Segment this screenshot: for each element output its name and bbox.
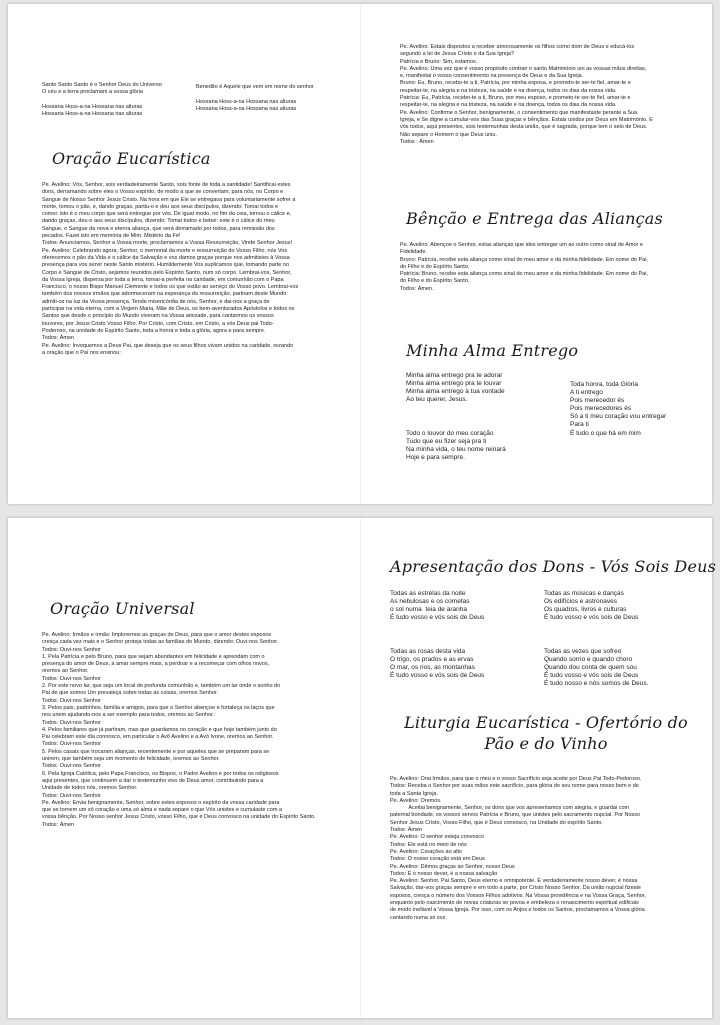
consentimento-text: Pe. Avelino: Estais dispostos a receber amorosamente os filhos como dom de Deus e educá-los segundo a lei de Jesus Cristo e da Sua Igreja? Patrícia e Bruno: Sim, estamos. Pe. Avelino: Uma vez que é vosso propósito contrair o santo Matrimónio uni as vossas mãos direitas, e, manifestai o vosso consentimento na presença de Deus e da Sua Igreja. Bruno: Eu, Bruno, recebo-te a ti, Patrícia, por minha esposa, e prometo-te ser-te fiel, amar-te e respeitar-te, na alegria e na tristeza, na saúde e na doença, todos os dias da nossa vida. Patrícia: Eu, Patrícia, recebo-te a ti, Bruno, por meu esposo, e prometo-te ser-te fiel, amar-te e respeitar-te, na alegria e na tristeza, na saúde e na doença, todos os dias da nossa vida. Pe. Avelino: Confirme o Senhor, benignamente, o consentimento que manifestaste perante a Sua Igreja, e Se digne a cumular-vos das Suas graças e bênçãos. Estais unidos por Deus em Matrimónio. E vós todos, aqui presentes, sois testemunhas desta união, que é sagrada, porque tem o selo de Deus. Não separe o Homem o que Deus uniu. Todos : Ámen (400, 44, 653, 145)
heading-apresentacao-dons: Apresentação dos Dons - Vós Sois Deus (390, 557, 717, 576)
aliancas-text: Pe. Avelino: Abençoe o Senhor, estas alianças que ides entregar um ao outro como sinal de Amor e Fidelidade. Bruno: Patrícia, recebe esta aliança como sinal do meu amor e da minha fidelidade. Em nome do Pai, do Filho e do Espírito Santo. Patrícia: Bruno, recebe esta aliança como sinal do meu amor e da minha fidelidade. Em nome do Pai, do Filho e do Espírito Santo. Todos: Ámen. (400, 242, 648, 292)
oracao-universal-text: Pe. Avelino: Irmãos e irmãs: Imploremos as graças de Deus, para que o amor destes esposos cresça cada vez mais e o Senhor proteja todas as famílias do Mundo, dizendo: Ouvi-nos Senhor. Todos: Ouvi-nos Senhor 1. Pela Patrícia e pelo Bruno, para que sejam abundantes em felicidade e aprendam com o presença do amor de Deus, a amar sempre mais, a perdoar e a recomeçar com olhos novos, oremos ao Senhor. Todos: Ouvi-nos Senhor 2. Por este novo lar, que seja um local de profunda comunhão e, também um lar onde o sonho do Pai de que somos Um prevaleça sobre todas as coisas, oremos Senhor. Todos: Ouvi-nos Senhor 3. Pelos pais, padrinhos, família e amigos, para que o Senhor abençoe e fortaleça os laços que nos unem ajudando-nos a ser exemplo para todos, oremos ao Senhor. Todos: Ouvi-nos Senhor 4. Pelos familiares que já partiram, mas que guardamos no coração e que hoje também junto do Pai celebram este dia connosco, em particular o Avô Avelino e a Avó Ivone, oremos ao Senhor. Todos: Ouvi-nos Senhor 5. Pelos casais que trocaram alianças, recentemente e por aqueles que se preparam para se unirem, que também seja um momento de felicidade, oremos ao Senhor. Todos: Ouvi-nos Senhor 6. Pela Igreja Católica, pelo Papa Francisco, os Bispos, o Padre Avelino e por todos os religiosos aqui presentes, que continuem a dar o testemunho vivo de Deus amor, contribuindo para a Unidade de todos nós, oremos Senhor. Todos: Ouvi-nos Senhor Pe. Avelino: Envia benignamente, Senhor, sobre estes esposos o espírito da vossa caridade para que se tornem um só coração e uma só alma e nada separe o que Vós unistes e cumulaste com a vossa bênção. Por Nosso senhor Jesus Cristo, vosso Filho, que é Deus convosco na unidade do Espírito Santo. Todos: Ámen (42, 632, 316, 828)
gifts-verse-2: Todas as músicas e danças Os edifícios e astronaves Os quadros, livros e culturas É tudo vosso e vós sois de Deus (544, 590, 639, 622)
song-verse-3: Toda honra, toda Glória A ti entrego Pois merecedor és Pois merecedores és Só a ti meu coração vou entregar Para ti É tudo o que há em mim (570, 381, 667, 437)
heading-liturgia-eucaristica: Liturgia Eucarística - Ofertório do Pão e do Vinho (404, 713, 688, 753)
gifts-verse-1: Todas as estrelas da noite As nebulosas e os cometas o sol numa teia de aranha É tudo vosso e vós sois de Deus (390, 590, 485, 622)
heading-minha-alma-entrego: Minha Alma Entrego (406, 341, 579, 360)
song-verse-2: Todo o louvor do meu coração Tudo que eu fizer seja pra ti Na minha vida, o teu nome reinará Hoje e para sempre. (406, 430, 506, 462)
page-fold (360, 4, 361, 504)
oracao-eucaristica-text: Pe. Avelino: Vós, Senhor, sois verdadeiramente Santo, sois fonte de toda a santidade! Santificai estes dons, derramando sobre eles o Vosso espírito, de modo a que se convertam, para nós, no Corpo e Sangue de Nosso Senhor Jesus Cristo. Na hora em que Ele se entregava para voluntariamente sofrer a morte, tomou o pão, e, dando graças, partiu-o e deu aos seus discípulos, dizendo: Tomai todos e comei: isto é o meu corpo que será entregue por vós. De igual modo, no fim da ceia, tomou o cálice e, dando graças, deu-o aos seus discípulos, dizendo: Tomai todos e bebei: este é o cálice do meu Sangue, o Sangue da nova e eterna aliança, que será derramado por todos, para remissão dos pecados. Fazei isto em memória de Mim. Mistério da Fé! Todos: Anunciamos, Senhor a Vossa morte, proclamamos a Vossa Ressurreição, Vinde Senhor Jesus! Pe. Avelino: Celebrando agora, Senhor, o memorial da morte e ressurreição do Vosso Filho, nós Vos oferecemos o pão da Vida e o cálice da Salvação e vos damos graças porque nos admitistes à Vossa presença para vos servir neste Santo mistério. Humildemente Vos suplicamos que, tomando parte no Corpo e Sangue de Cristo, sejamos reunidos pelo Espírito Santo, num só corpo. Lembrai-vos, Senhor, da Vossa Igreja, dispersa por toda a terra, tornai-a perfeita na caridade, em comunhão com o Papa Francisco, o nosso Bispo Manuel Clemente e todos os que estão ao serviço do Vosso povo. Lembrai-vos também dos nossos irmãos que adormeceram na esperança da ressurreição, partiram deste Mundo: admiti-os na luz da Vossa presença. Tende misericórdia de nós, Senhor, e dai-nos a graça de participar na vida eterna, com a Virgem Maria, Mãe de Deus, os bem-aventurados Apóstolos e todos os Santos que desde o princípio do Mundo viveram na Vossa amizade, para cantarmos os vossos louvores, por Jesus Cristo Vosso Filho. Por Cristo, com Cristo, em Cristo, a vós Deus pai Todo- Poderoso, na unidade do Espírito Santo, toda a honra e toda a glória, agora e para sempre. Todos: Ámen Pe. Avelino: Invoquemos a Deus Pai, que deseja que os seus filhos vivam unidos na caridade, rezando a oração que o Pai nos ensinou: (42, 182, 299, 356)
heading-bencao-aliancas: Bênção e Entrega das Alianças (406, 209, 663, 228)
page-fold (360, 518, 361, 1018)
liturgia-text: Pe. Avelino: Orai Irmãos, para que o meu e o vosso Sacrifício seja aceite por Deus Pai Todo-Pedoroso. Todos: Receba o Senhor por suas mãos este sacrifício, para glória do seu nome para nosso bem e de toda a Santa Igreja. Pe. Avelino: Oremos. Aceitai benignamente, Senhor, os dons que vos apresentamos com alegria, e guardai com paternal bondade, os vossos servos Patrícia e Bruno, que unistes pelo sacramento nupcial. Por Nosso Senhor Jesus Cristo, Vosso Filho, que é Deus convosco, na Unidade do espírito Santo. Todos: Ámen Pe. Avelino: O senhor esteja convosco Todos: Ele está no meio de nós Pe. Avelino: Corações ao alto Todos: O nosso coração está em Deus Pe. Avelino: Dêmos graças ao Senhor, nosso Deus Todos: É o nosso dever, é a nossa salvação Pe. Avelino: Senhor, Pai Santo, Deus eterno e omnipotente. É verdadeiramente nosso dever, é nossa Salvação, dar-vos graças sempre e em todo a parte, por Cristo Nosso Senhor. Da união nupcial fizeste esposos, cresça o número dos Vossos Filhos adotivos. Na Vossa providência e na Vossa Graça, Senhor, enquanto pelo nascimento de novas criaturas se povoa e embeleza o renascimento espiritual edificais de modo inefável a Vossa Igreja. Por isso, com os Anjos e todos os Santos, proclamamos a Vossa glória cantando numa só voz. (390, 776, 646, 921)
booklet-page-1 (8, 4, 712, 504)
gifts-verse-4: Todas as vezes que sofreo Quando sorrio e quando choro Quando dou conta de quem sou É tudo vosso e vós sois de Deus É tudo nosso e nós somos de Deus. (544, 648, 649, 688)
heading-oracao-eucaristica: Oração Eucarística (52, 149, 211, 168)
heading-oracao-universal: Oração Universal (50, 599, 195, 618)
sanctus-left: Santo Santo Santo é o Senhor Deus do Universo O céu e a terra proclamam a vossa glória Hossana Hoss-a-na Hossana nas alturas Hossana Hoss-a-na Hossana nas alturas (42, 82, 162, 118)
gifts-verse-3: Todas as rosas desta vida O trigo, os prados e as ervas O mar, os rios, as montanhas É tudo vosso e vós sois de Deus (390, 648, 485, 680)
sanctus-right: Benedito é Aquele que vem em nome do senhor Hossana Hoss-a-na Hossana nas alturas Hossana Hoss-a-na Hossana nas alturas (196, 84, 314, 112)
song-verse-1: Minha alma entrego pra te adorar Minha alma entrego pra te louvar Minha alma entrego à tua vontade Ao teu querer, Jesus. (406, 372, 505, 404)
booklet-page-2 (8, 518, 717, 1018)
